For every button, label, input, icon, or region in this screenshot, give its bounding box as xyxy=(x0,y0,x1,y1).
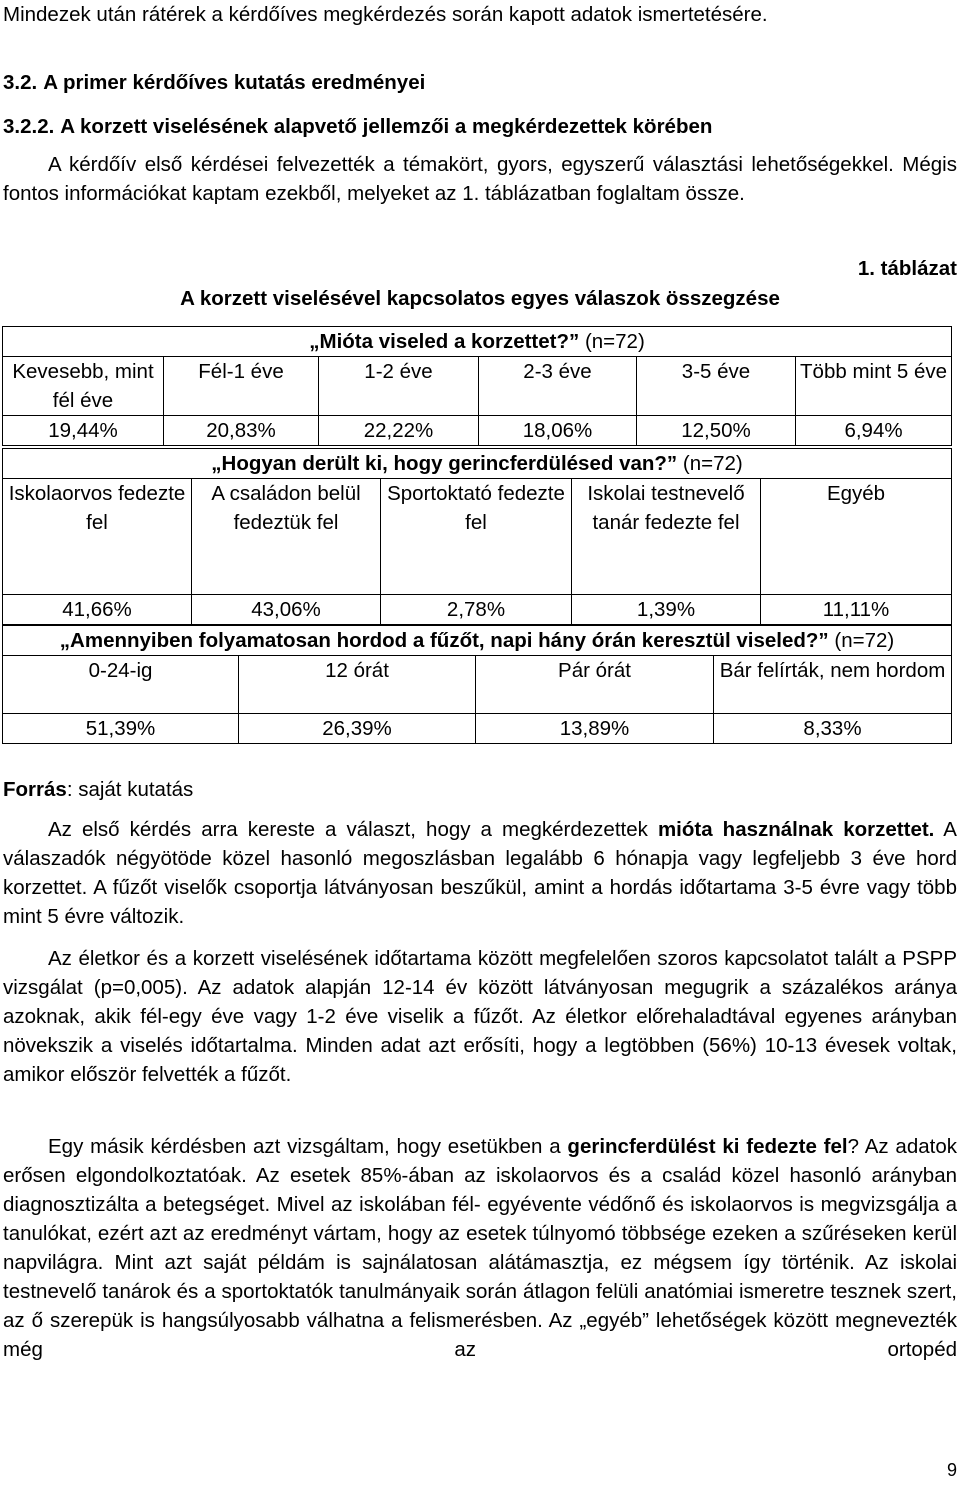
table-value-cell: 11,11% xyxy=(761,595,952,625)
section-heading-3-2 xyxy=(3,68,425,97)
table-q2 xyxy=(2,448,952,625)
table-header-cell: Több mint 5 éve xyxy=(796,357,952,416)
paragraph-2: Az első kérdés arra kereste a választ, hogy a megkérdezettek mióta használnak korzettet. A válaszadók négyötöde közel hasonló megoszlásban legalább 6 hónapja vagy legfeljebb 3 éve hord korzettet. A fűzőt viselők csoportja látványosan beszűkül, amint a hordás időtartama 3-5 évre vagy több mint 5 évre változik. xyxy=(3,818,957,928)
table-header-cell: A családon belül fedeztük fel xyxy=(192,479,381,595)
table-question: „Mióta viseled a korzettet?” (n=72) xyxy=(3,327,952,357)
table-header-cell: 12 órát xyxy=(239,656,476,714)
source-label: Forrás xyxy=(3,778,67,801)
table-value-cell: 12,50% xyxy=(637,416,796,446)
paragraph-1: A kérdőív első kérdései felvezették a témakört, gyors, egyszerű választási lehetőségekkel. Mégis fontos információkat kaptam ezekből, melyeket az 1. táblázatban foglaltam össze. xyxy=(3,153,957,205)
heading-title: A primer kérdőíves kutatás eredményei xyxy=(43,71,426,94)
source-text: : saját kutatás xyxy=(66,778,194,801)
table-header-cell: 1-2 éve xyxy=(319,357,479,416)
table-header-cell: 0-24-ig xyxy=(3,656,239,714)
table-question: „Amennyiben folyamatosan hordod a fűzőt, napi hány órán keresztül viseled?” (n=72) xyxy=(3,626,952,656)
table-source xyxy=(3,775,193,804)
table-value-cell: 18,06% xyxy=(479,416,637,446)
paragraph-3: Az életkor és a korzett viselésének időtartama között megfelelően szoros kapcsolatot talált a PSPP vizsgálat (p=0,005). Az adatok alapján 12-14 év között látványosan megugrik a százalékos aránya azoknak, akik fél-egy éve vagy 1-2 éve viselik a fűzőt. Az életkor előrehaladtával egyenes arányban növekszik a viselés időtartalma. Minden adat azt erősíti, hogy a legtöbben (56%) 10-13 évesek voltak, amikor először felvették a fűzőt. xyxy=(3,947,957,1086)
table-value-cell: 1,39% xyxy=(572,595,761,625)
intro-paragraph: Mindezek után rátérek a kérdőíves megkérdezés során kapott adatok ismertetésére. xyxy=(3,3,768,26)
table-header-cell: Iskolai testnevelő tanár fedezte fel xyxy=(572,479,761,595)
table-header-cell: Kevesebb, mint fél éve xyxy=(3,357,164,416)
table-header-cell: 3-5 éve xyxy=(637,357,796,416)
table-value-cell: 20,83% xyxy=(164,416,319,446)
table-q1 xyxy=(2,326,952,446)
table-header-cell: Egyéb xyxy=(761,479,952,595)
table-header-cell: 2-3 éve xyxy=(479,357,637,416)
table-value-cell: 43,06% xyxy=(192,595,381,625)
table-value-cell: 19,44% xyxy=(3,416,164,446)
heading-number: 3.2. xyxy=(3,71,38,94)
table-value-cell: 8,33% xyxy=(714,714,952,744)
page-number: 9 xyxy=(946,1460,957,1480)
table-value-cell: 51,39% xyxy=(3,714,239,744)
table-value-cell: 41,66% xyxy=(3,595,192,625)
table-value-cell: 22,22% xyxy=(319,416,479,446)
section-heading-3-2-2 xyxy=(3,112,712,141)
table-header-cell: Sportoktató fedezte fel xyxy=(381,479,572,595)
table-value-cell: 13,89% xyxy=(476,714,714,744)
table-value-cell: 26,39% xyxy=(239,714,476,744)
paragraph-4: Egy másik kérdésben azt vizsgáltam, hogy esetükben a gerincferdülést ki fedezte fel? Az adatok erősen elgondolkoztatóak. Az esetek 85%-ában az iskolaorvos és a család közel hasonló arányban diagnosztizálta a betegséget. Mivel az iskolában fél- egyévente védőnő és iskolaorvos is megvizsgálja a tanulókat, ezért azt az eredményt vártam, hogy az esetek túlnyomó többsége ezeken a szűréseken kerül napvilágra. Mint azt saját példám is sajnálatosan alátámasztja, ez mégsem így történik. Az iskolai testnevelő tanárok és a sportoktatók tanulmányaik során átlagon felüli anatómiai ismeretre tesznek szert, az ő szerepük is hangsúlyosabb válhatna a felismerésben. Az „egyéb” lehetőségek között megnevezték még az ortopéd xyxy=(3,1135,957,1361)
table-q3 xyxy=(2,625,952,744)
table-number: 1. táblázat xyxy=(857,257,957,280)
heading-title: A korzett viselésének alapvető jellemzői a megkérdezettek körében xyxy=(60,115,713,138)
table-header-cell: Fél-1 éve xyxy=(164,357,319,416)
table-header-cell: Iskolaorvos fedezte fel xyxy=(3,479,192,595)
table-title: A korzett viselésével kapcsolatos egyes válaszok összegzése xyxy=(180,287,780,310)
table-header-cell: Bár felírták, nem hordom xyxy=(714,656,952,714)
table-question: „Hogyan derült ki, hogy gerincferdülésed van?” (n=72) xyxy=(3,449,952,479)
heading-number: 3.2.2. xyxy=(3,115,55,138)
table-value-cell: 6,94% xyxy=(796,416,952,446)
table-header-cell: Pár órát xyxy=(476,656,714,714)
table-value-cell: 2,78% xyxy=(381,595,572,625)
